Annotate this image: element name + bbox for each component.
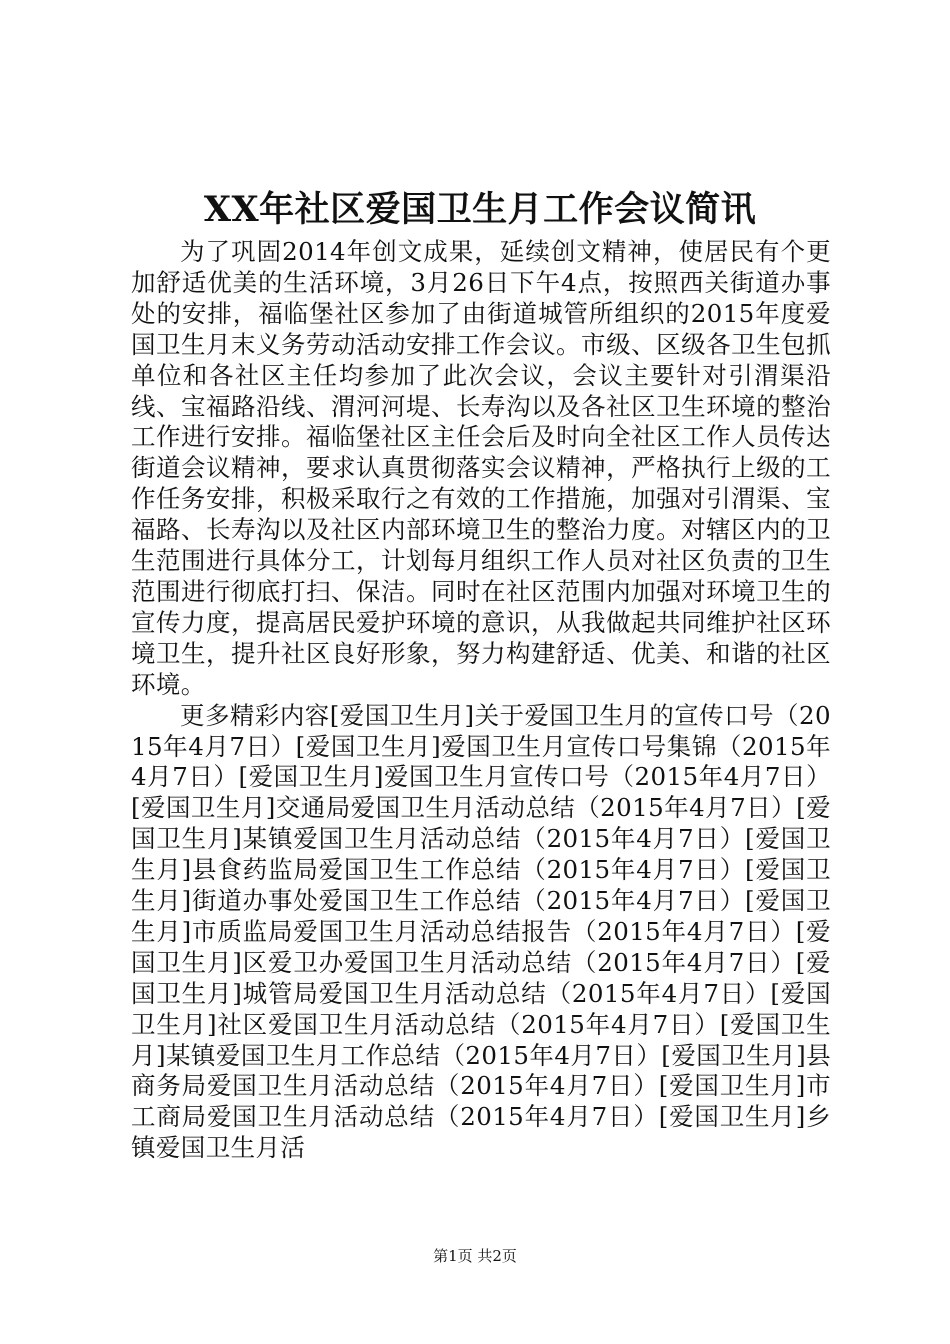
- page-indicator: 第1页 共2页: [433, 1247, 517, 1265]
- paragraph-summary: 为了巩固2014年创文成果，延续创文精神，使居民有个更加舒适优美的生活环境，3月26日下午4点，按照西关街道办事处的安排，福临堡社区参加了由街道城管所组织的2015年度爱国卫生月末义务劳动活动安排工作会议。市级、区级各卫生包抓单位和各社区主任均参加了此次会议，会议主要针对引渭渠沿线、宝福路沿线、渭河河堤、长寿沟以及各社区卫生环境的整治工作进行安排。福临堡社区主任会后及时向全社区工作人员传达街道会议精神，要求认真贯彻落实会议精神，严格执行上级的工作任务安排，积极采取行之有效的工作措施，加强对引渭渠、宝福路、长寿沟以及社区内部环境卫生的整治力度。对辖区内的卫生范围进行具体分工，计划每月组织工作人员对社区负责的卫生范围进行彻底打扫、保洁。同时在社区范围内加强对环境卫生的宣传力度，提高居民爱护环境的意识，从我做起共同维护社区环境卫生，提升社区良好形象，努力构建舒适、优美、和谐的社区环境。: [131, 237, 831, 699]
- document-body: [131, 237, 831, 1164]
- page-footer: [0, 1246, 950, 1266]
- paragraph-related-links: 更多精彩内容[爱国卫生月]关于爱国卫生月的宣传口号（2015年4月7日）[爱国卫生月]爱国卫生月宣传口号集锦（2015年4月7日）[爱国卫生月]爱国卫生月宣传口号（2015年4月7日）[爱国卫生月]交通局爱国卫生月活动总结（2015年4月7日）[爱国卫生月]某镇爱国卫生月活动总结（2015年4月7日）[爱国卫生月]县食药监局爱国卫生工作总结（2015年4月7日）[爱国卫生月]街道办事处爱国卫生工作总结（2015年4月7日）[爱国卫生月]市质监局爱国卫生月活动总结报告（2015年4月7日）[爱国卫生月]区爱卫办爱国卫生月活动总结（2015年4月7日）[爱国卫生月]城管局爱国卫生月活动总结（2015年4月7日）[爱国卫生月]社区爱国卫生月活动总结（2015年4月7日）[爱国卫生月]某镇爱国卫生月工作总结（2015年4月7日）[爱国卫生月]县商务局爱国卫生月活动总结（2015年4月7日）[爱国卫生月]市工商局爱国卫生月活动总结（2015年4月7日）[爱国卫生月]乡镇爱国卫生月活: [131, 700, 831, 1163]
- document-title: XX年社区爱国卫生月工作会议简讯: [203, 189, 757, 230]
